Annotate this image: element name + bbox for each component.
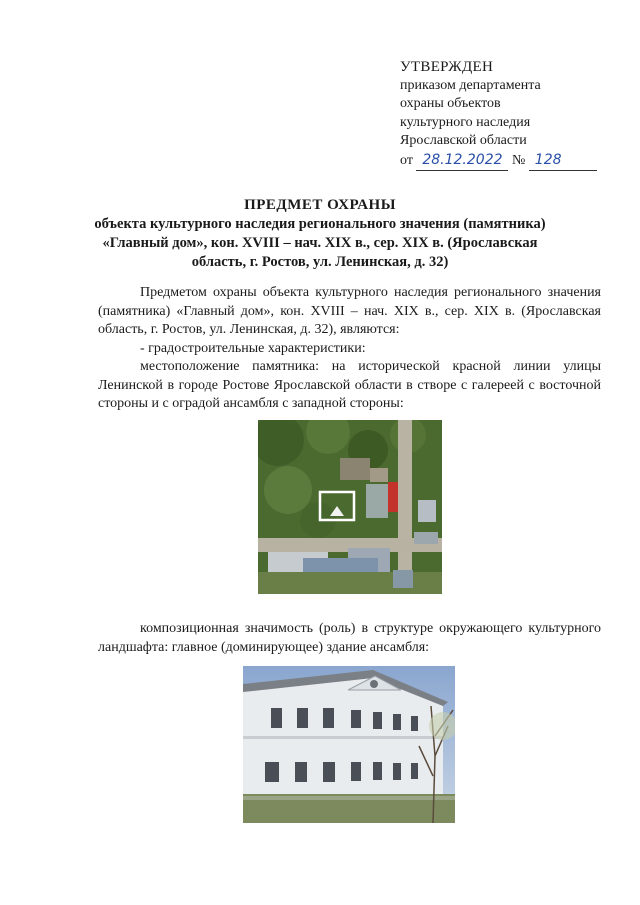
approval-number-handwritten: 128: [534, 151, 562, 168]
approval-line-4: Ярославской области: [400, 133, 527, 148]
approval-number-field: [529, 151, 597, 172]
satellite-map-image: [258, 420, 442, 594]
approval-block: [400, 58, 597, 171]
title-line-1: ПРЕДМЕТ ОХРАНЫ: [244, 197, 396, 213]
title-line-3: «Главный дом», кон. XVIII – нач. XIX в., сер. XIX в. (Ярославская: [102, 235, 538, 251]
title-line-4: область, г. Ростов, ул. Ленинская, д. 32): [191, 254, 449, 270]
document-title: [60, 196, 580, 272]
building-photo: [243, 666, 455, 823]
approval-line-3: культурного наследия: [400, 114, 531, 130]
location-paragraph: местоположение памятника: на исторической красной линии улицы Ленинской в городе Ростове Ярославской области в створе с галереей с восточной стороны и с оградой ансамбля с западной стороны:: [98, 359, 601, 411]
approval-line-2: охраны объектов: [400, 96, 501, 111]
approval-line-1: приказом департамента: [400, 77, 541, 93]
approval-date-field: [416, 151, 508, 172]
approval-number-label: №: [511, 152, 526, 168]
approval-date-handwritten: 28.12.2022: [422, 151, 503, 168]
intro-paragraph: Предметом охраны объекта культурного наследия регионального значения (памятника) «Главный дом», кон. XVIII – нач. XIX в., сер. XIX в. (Ярославская область, г. Ростов, ул. Ленинская, д. 32), являются:: [98, 285, 601, 337]
approval-heading: УТВЕРЖДЕН: [400, 59, 494, 75]
approval-from-label: от: [400, 152, 413, 168]
approval-date-number-line: [400, 151, 597, 172]
composition-paragraph: композиционная значимость (роль) в структуре окружающего культурного ландшафта: главное (доминирующее) здание ансамбля:: [98, 621, 601, 655]
urban-characteristics-heading: - градостроительные характеристики:: [140, 341, 366, 356]
title-line-2: объекта культурного наследия регионального значения (памятника): [94, 216, 546, 232]
